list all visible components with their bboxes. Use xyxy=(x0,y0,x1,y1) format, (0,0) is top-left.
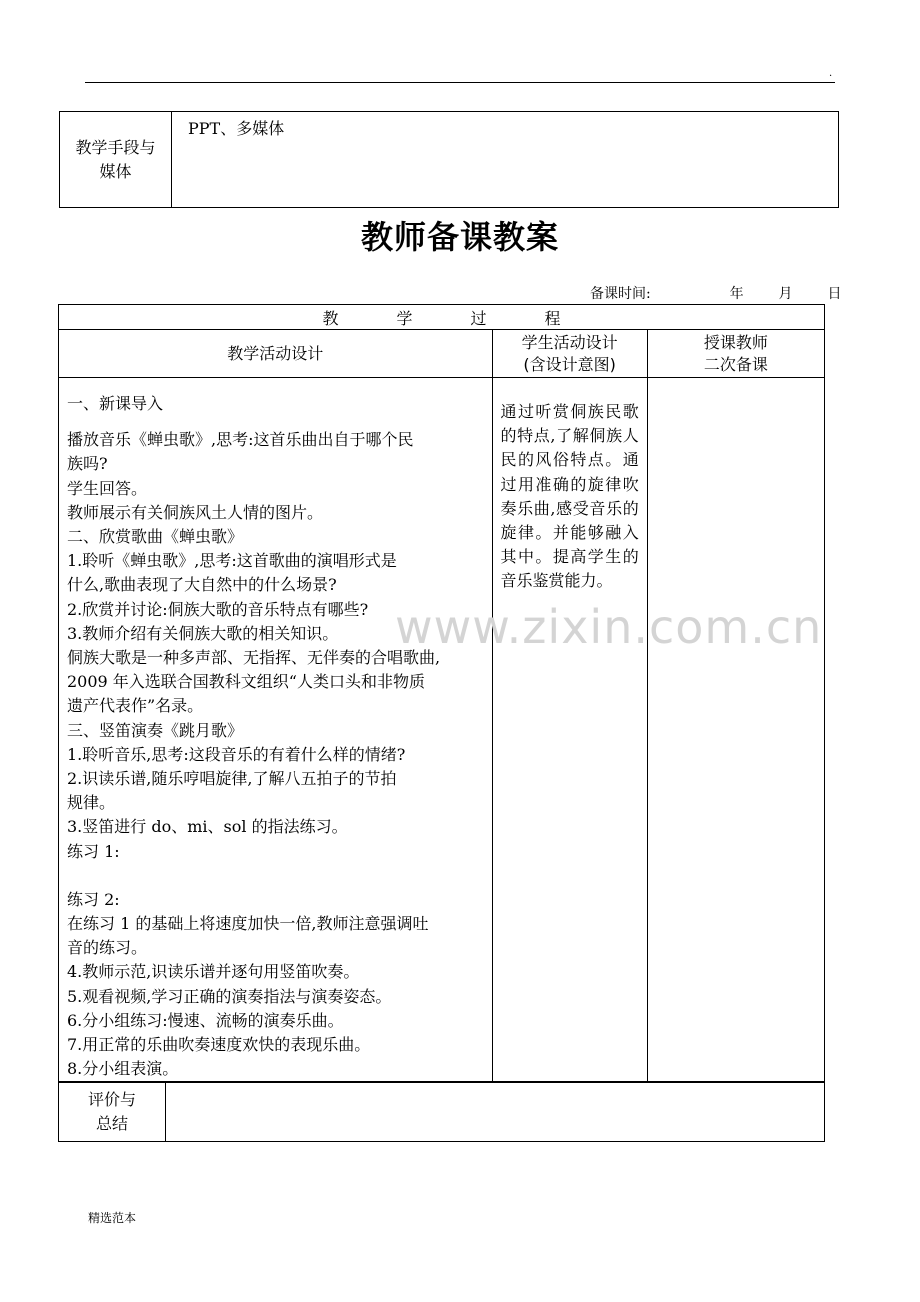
activity-line: 2.识读乐谱,随乐哼唱旋律,了解八五拍子的节拍 xyxy=(67,769,397,789)
evaluation-label xyxy=(59,1083,166,1142)
activity-line: 规律。 xyxy=(67,793,116,813)
evaluation-table xyxy=(58,1082,825,1142)
activity-line: 学生回答。 xyxy=(67,478,148,498)
media-label xyxy=(60,112,172,208)
media-label-line1: 教学手段与 xyxy=(75,137,156,157)
prep-time-year: 年 xyxy=(729,286,744,302)
process-header-text: 教学过程 xyxy=(322,308,619,328)
activity-line: 练习 1: xyxy=(67,841,120,861)
activity-content xyxy=(59,378,493,1082)
activity-line: 练习 2: xyxy=(67,889,120,909)
prep-time-label: 备课时间: xyxy=(590,286,651,302)
teacher-notes-content xyxy=(647,378,824,1082)
activity-line: 4.教师示范,识读乐谱并逐句用竖笛吹奏。 xyxy=(67,962,360,982)
activity-line: 教师展示有关侗族风土人情的图片。 xyxy=(67,502,324,522)
activity-line: 族吗? xyxy=(67,454,108,474)
activity-line: 2009 年入选联合国教科文组织“人类口头和非物质 xyxy=(67,672,425,692)
activity-line: 3.教师介绍有关侗族大歌的相关知识。 xyxy=(67,623,339,643)
activity-line: 1.聆听音乐,思考:这段音乐的有着什么样的情绪? xyxy=(67,744,406,764)
activity-line: 在练习 1 的基础上将速度加快一倍,教师注意强调吐 xyxy=(67,914,429,934)
student-header-line1: 学生活动设计 xyxy=(521,332,618,352)
process-header xyxy=(59,305,825,330)
media-label-line2: 媒体 xyxy=(99,161,132,181)
header-dot: . xyxy=(829,68,833,79)
activity-line: 播放音乐《蝉虫歌》,思考:这首乐曲出自于哪个民 xyxy=(67,430,414,450)
activity-line: 音的练习。 xyxy=(67,938,148,958)
evaluation-content xyxy=(166,1083,825,1142)
document-title: 教师备课教案 xyxy=(360,218,559,256)
activity-line: 侗族大歌是一种多声部、无指挥、无伴奏的合唱歌曲, xyxy=(67,648,441,668)
prep-time-day: 日 xyxy=(827,286,842,302)
activity-line: 一、新课导入 xyxy=(67,394,164,413)
media-value: PPT、多媒体 xyxy=(172,112,839,208)
activity-column-header: 教学活动设计 xyxy=(59,330,493,378)
footer-text: 精选范本 xyxy=(88,1211,137,1225)
activity-line: 1.聆听《蝉虫歌》,思考:这首歌曲的演唱形式是 xyxy=(67,551,397,571)
activity-line: 6.分小组练习:慢速、流畅的演奏乐曲。 xyxy=(67,1010,344,1030)
lesson-plan-table xyxy=(58,304,825,1082)
activity-line: 二、欣赏歌曲《蝉虫歌》 xyxy=(67,527,244,547)
activity-line: 7.用正常的乐曲吹奏速度欢快的表现乐曲。 xyxy=(67,1035,371,1055)
evaluation-label-line2: 总结 xyxy=(95,1114,128,1133)
activity-line: 三、竖笛演奏《跳月歌》 xyxy=(67,720,244,740)
media-table xyxy=(59,111,839,208)
student-header-line2: (含设计意图) xyxy=(523,354,616,374)
header-rule xyxy=(85,82,835,83)
student-design-content: 通过听赏侗族民歌的特点,了解侗族人民的风俗特点。通过用准确的旋律吹奏乐曲,感受音乐的旋律。并能够融入其中。提高学生的音乐鉴赏能力。 xyxy=(492,378,647,1082)
teacher-column-header xyxy=(647,330,824,378)
activity-line: 3.竖笛进行 do、mi、sol 的指法练习。 xyxy=(67,817,348,837)
activity-line: 2.欣赏并讨论:侗族大歌的音乐特点有哪些? xyxy=(67,599,369,619)
activity-line: 8.分小组表演。 xyxy=(67,1059,179,1079)
student-column-header xyxy=(492,330,647,378)
teacher-header-line2: 二次备课 xyxy=(703,354,768,374)
prep-time-month: 月 xyxy=(778,286,793,302)
activity-line: 遗产代表作”名录。 xyxy=(67,696,204,716)
activity-line: 5.观看视频,学习正确的演奏指法与演奏姿态。 xyxy=(67,986,392,1006)
teacher-header-line1: 授课教师 xyxy=(703,332,768,352)
evaluation-label-line1: 评价与 xyxy=(87,1090,136,1109)
watermark: www.zixin.com.cn xyxy=(395,600,823,654)
prep-time xyxy=(590,283,841,303)
activity-line: 什么,歌曲表现了大自然中的什么场景? xyxy=(67,575,337,595)
